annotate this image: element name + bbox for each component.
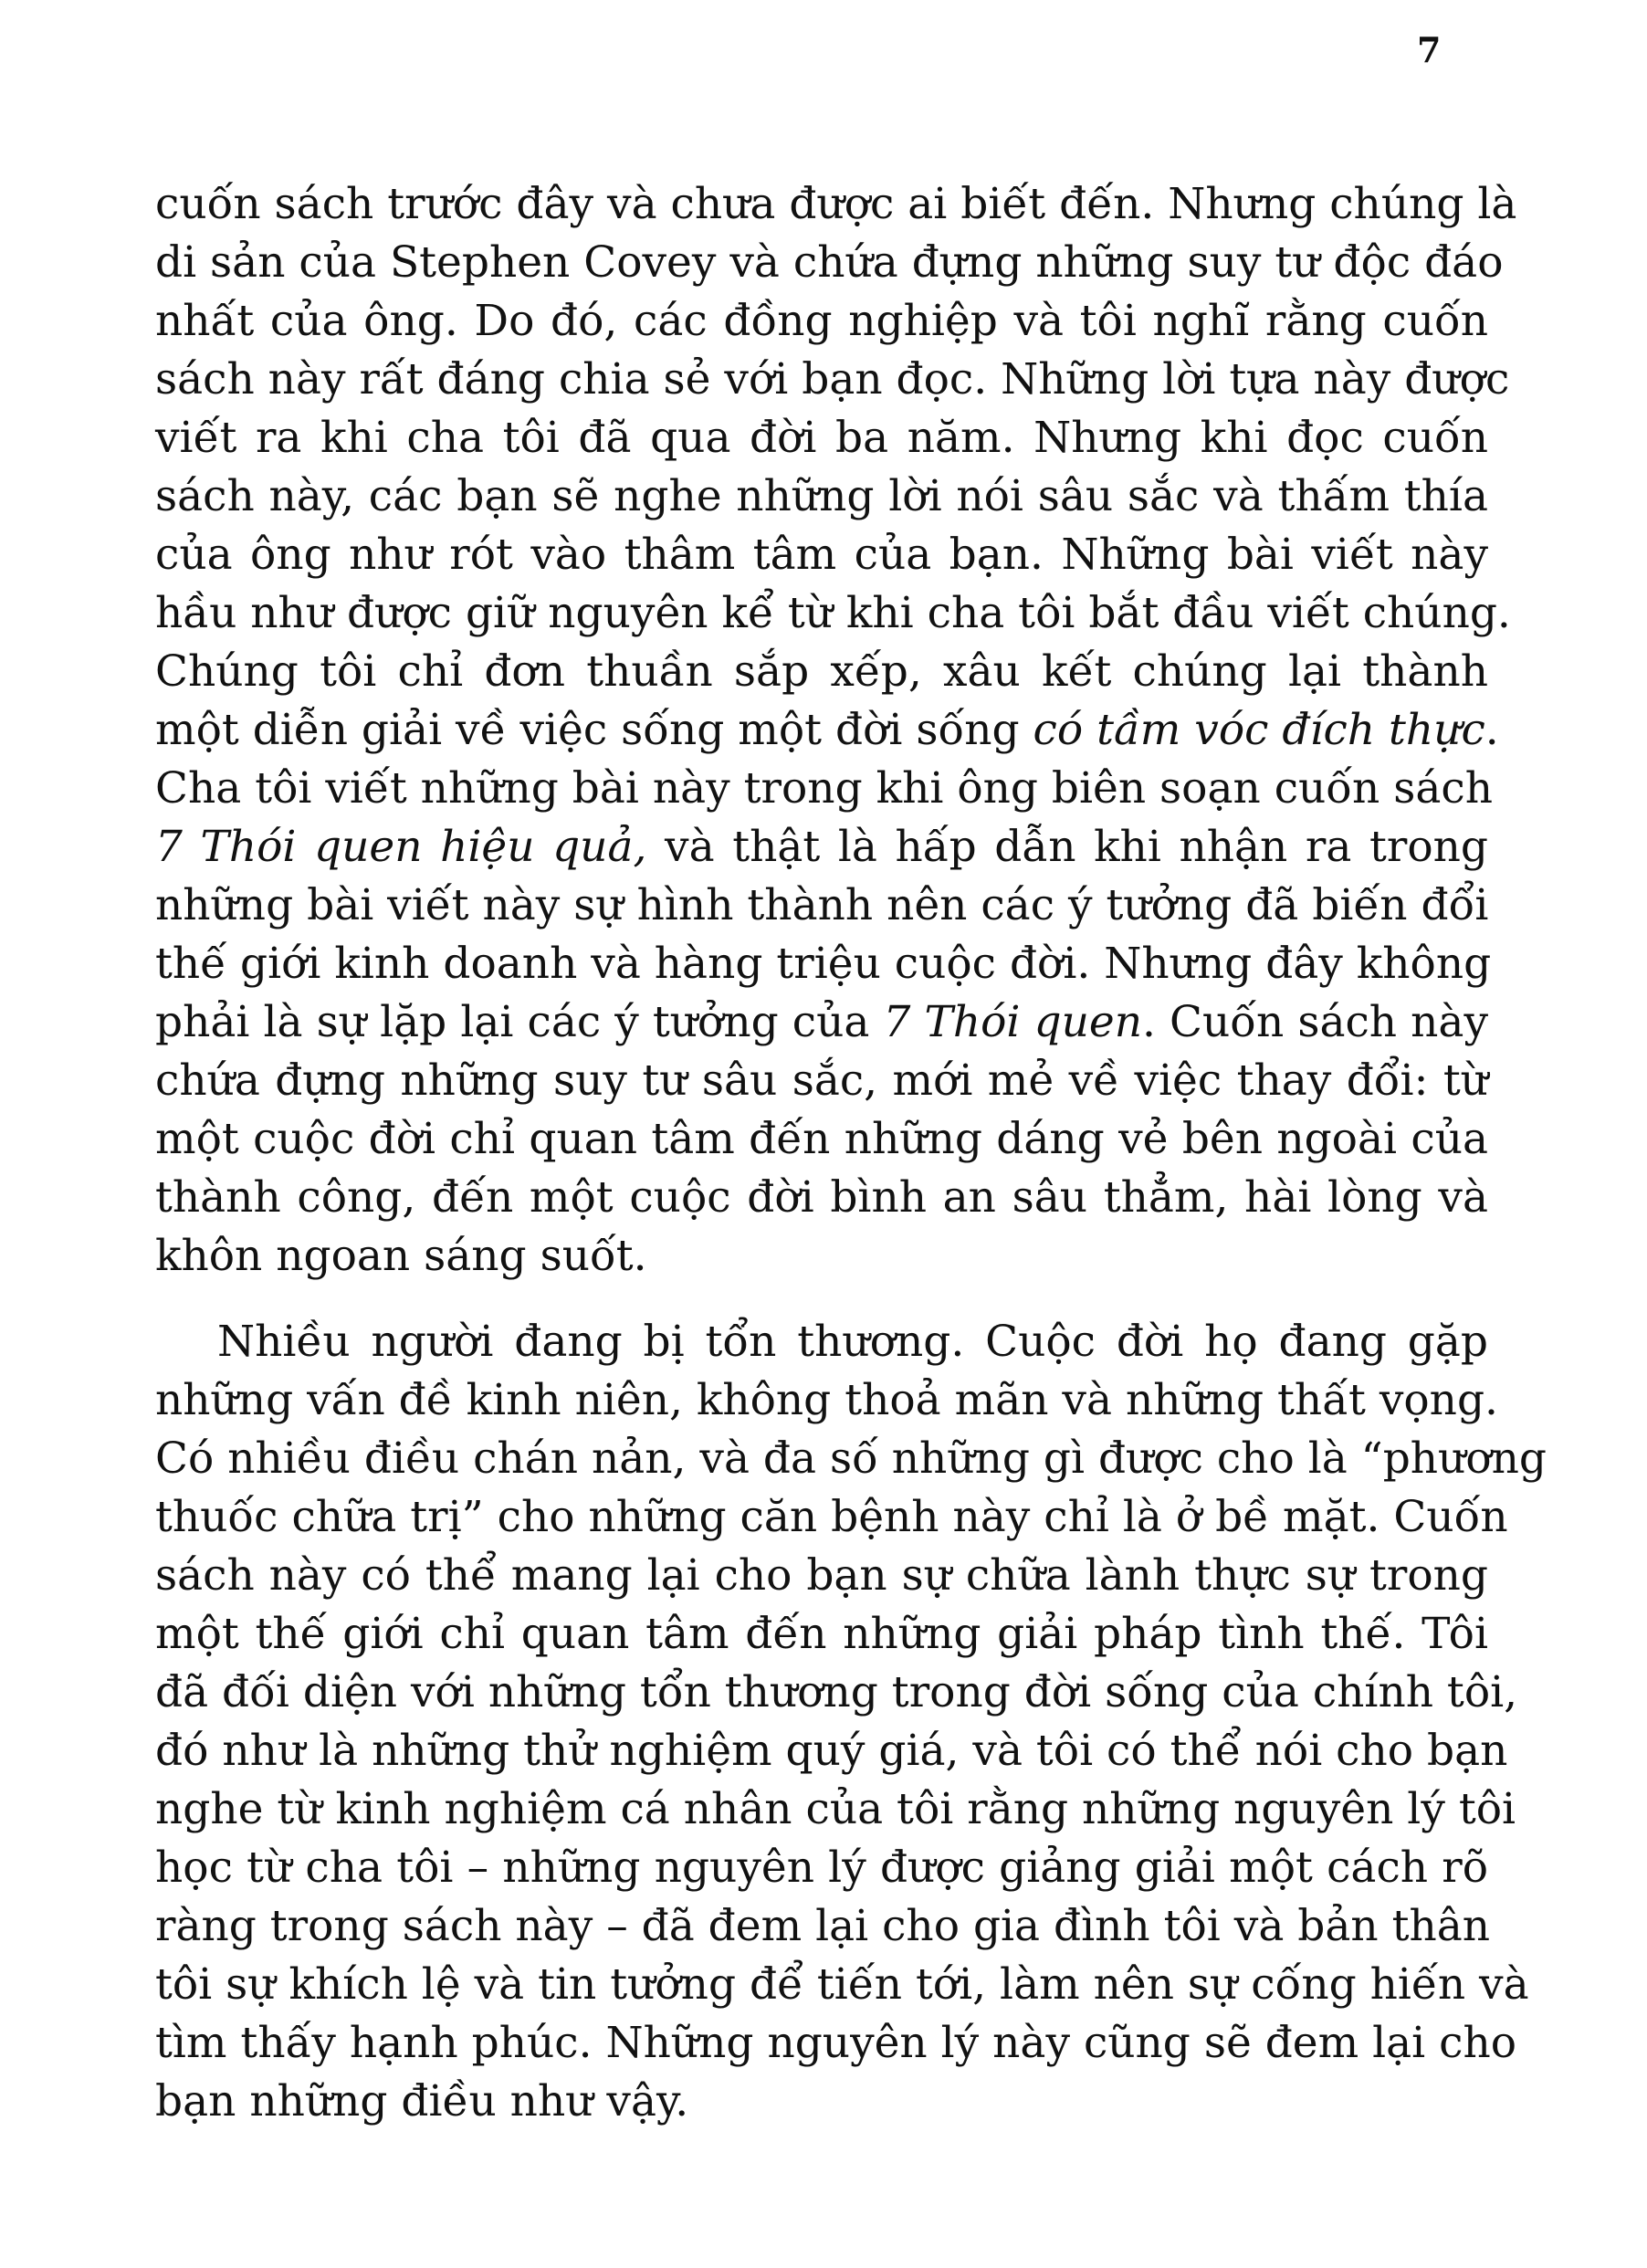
text-segment: sách này có thể mang lại cho bạn sự chữa lành thực sự trong (155, 1550, 1488, 1601)
text-line (155, 1722, 1508, 1780)
text-segment: khôn ngoan sáng suốt. (155, 1231, 647, 1281)
text-line (155, 2073, 1488, 2131)
text-line (155, 351, 1510, 409)
text-segment: sách này rất đáng chia sẻ với bạn đọc. Những lời tựa này được (155, 354, 1510, 404)
text-line (155, 1488, 1508, 1547)
text-segment: đó như là những thử nghiệm quý giá, và tôi có thể nói cho bạn (155, 1726, 1508, 1776)
text-line (155, 234, 1504, 292)
paragraph (155, 1313, 1547, 2131)
text-line (155, 467, 1488, 526)
text-segment: chứa đựng những suy tư sâu sắc, mới mẻ về việc thay đổi: từ (155, 1055, 1488, 1106)
text-segment: Nhiều người đang bị tổn thương. Cuộc đời họ đang gặp (217, 1317, 1488, 1367)
text-segment: cuốn sách trước đây và chưa được ai biết đến. Nhưng chúng là (155, 179, 1517, 229)
text-line (155, 877, 1488, 935)
text-segment: tôi sự khích lệ và tin tưởng để tiến tới, làm nên sự cống hiến và (155, 1959, 1529, 2010)
text-line (155, 1839, 1488, 1897)
text-line (155, 1110, 1488, 1169)
italic-text: 7 Thói quen (883, 997, 1142, 1047)
text-segment: đã đối diện với những tổn thương trong đời sống của chính tôi, (155, 1667, 1518, 1717)
text-segment: Chúng tôi chỉ đơn thuần sắp xếp, xâu kết chúng lại thành (155, 646, 1488, 697)
text-line (155, 292, 1488, 351)
text-segment: tìm thấy hạnh phúc. Những nguyên lý này cũng sẽ đem lại cho (155, 2018, 1517, 2068)
text-segment: của ông như rót vào thâm tâm của bạn. Những bài viết này (155, 530, 1488, 580)
text-line (155, 409, 1488, 467)
text-line (155, 818, 1488, 877)
text-line (155, 1052, 1488, 1110)
text-line (155, 643, 1488, 701)
text-line (155, 1605, 1488, 1664)
text-line (155, 584, 1511, 643)
body-text (155, 175, 1547, 2131)
text-segment: thế giới kinh doanh và hàng triệu cuộc đời. Nhưng đây không (155, 939, 1492, 989)
paragraph (155, 175, 1517, 1286)
text-line (155, 1169, 1488, 1227)
text-segment: một cuộc đời chỉ quan tâm đến những dáng vẻ bên ngoài của (155, 1114, 1488, 1164)
text-segment: một diễn giải về việc sống một đời sống (155, 705, 1033, 755)
text-segment: . Cuốn sách này (1141, 997, 1489, 1047)
text-segment: Cha tôi viết những bài này trong khi ông biên soạn cuốn sách (155, 763, 1493, 814)
text-line (155, 993, 1488, 1052)
paragraph-gap (155, 1286, 1488, 1313)
text-segment: và thật là hấp dẫn khi nhận ra trong (646, 822, 1488, 872)
text-segment: hầu như được giữ nguyên kể từ khi cha tôi bắt đầu viết chúng. (155, 588, 1511, 638)
text-segment: nhất của ông. Do đó, các đồng nghiệp và tôi nghĩ rằng cuốn (155, 296, 1488, 346)
text-segment: thuốc chữa trị” cho những căn bệnh này chỉ là ở bề mặt. Cuốn (155, 1492, 1508, 1542)
text-line (155, 1313, 1488, 1371)
page-number: 7 (1417, 29, 1442, 70)
text-segment: thành công, đến một cuộc đời bình an sâu thẳm, hài lòng và (155, 1172, 1488, 1223)
text-line (155, 760, 1493, 818)
text-line (155, 935, 1492, 993)
text-segment: một thế giới chỉ quan tâm đến những giải pháp tình thế. Tôi (155, 1609, 1488, 1659)
text-line (155, 2014, 1517, 2073)
text-segment: viết ra khi cha tôi đã qua đời ba năm. Nhưng khi đọc cuốn (155, 413, 1488, 463)
text-line (155, 1371, 1498, 1430)
text-line (155, 175, 1517, 234)
text-segment: Có nhiều điều chán nản, và đa số những gì được cho là “phương (155, 1433, 1547, 1484)
text-line (155, 1956, 1529, 2014)
text-segment: những bài viết này sự hình thành nên các ý tưởng đã biến đổi (155, 880, 1489, 930)
text-segment: bạn những điều như vậy. (155, 2076, 689, 2126)
text-segment: ràng trong sách này – đã đem lại cho gia đình tôi và bản thân (155, 1901, 1491, 1951)
italic-text: có tầm vóc đích thực (1033, 705, 1485, 755)
text-line (155, 1547, 1488, 1605)
italic-text: 7 Thói quen hiệu quả, (155, 822, 647, 872)
text-line (155, 1227, 1488, 1286)
text-segment: di sản của Stephen Covey và chứa đựng những suy tư độc đáo (155, 237, 1504, 288)
text-segment: phải là sự lặp lại các ý tưởng của (155, 997, 884, 1047)
text-segment: sách này, các bạn sẽ nghe những lời nói sâu sắc và thấm thía (155, 471, 1488, 521)
text-segment: những vấn đề kinh niên, không thoả mãn và những thất vọng. (155, 1375, 1498, 1425)
text-segment: . (1484, 705, 1499, 755)
text-line (155, 1430, 1547, 1488)
text-line (155, 1664, 1518, 1722)
text-line (155, 701, 1499, 760)
text-line (155, 1897, 1491, 1956)
text-segment: học từ cha tôi – những nguyên lý được giảng giải một cách rõ (155, 1843, 1488, 1893)
text-line (155, 1780, 1516, 1839)
text-segment: nghe từ kinh nghiệm cá nhân của tôi rằng những nguyên lý tôi (155, 1784, 1516, 1834)
text-line (155, 526, 1488, 584)
